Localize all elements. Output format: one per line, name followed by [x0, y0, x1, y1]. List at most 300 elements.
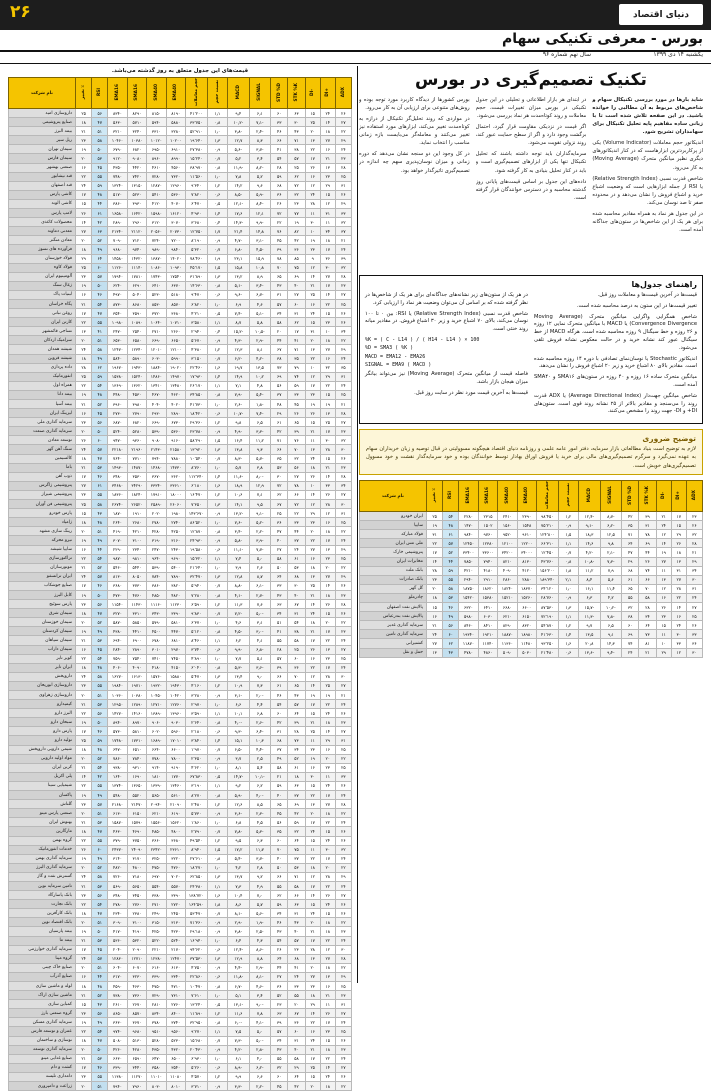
table-row[interactable] [9, 609, 352, 618]
cell-signal: -۶٫۴ [249, 727, 271, 736]
cell-signal: ۹٫۶ [249, 181, 271, 190]
table-row[interactable] [9, 1000, 352, 1009]
table-row[interactable] [9, 145, 352, 154]
col-header-name[interactable]: نام شرکت [9, 78, 76, 109]
cell-ema40: ۳۴۰۰۰ [517, 548, 536, 557]
table-row[interactable] [9, 1045, 352, 1054]
col-header-stoch_k[interactable] [288, 78, 305, 109]
table-row[interactable] [9, 827, 352, 836]
cell-stoch_k: ۴۲ [288, 809, 305, 818]
table-row[interactable] [360, 548, 703, 557]
table-row[interactable] [9, 409, 352, 418]
table-row[interactable] [9, 509, 352, 518]
cell-sma40: ۲۷۸۰ [147, 518, 166, 527]
cell-sma16: ۲۹۶۰ [127, 218, 146, 227]
cell-sma16: ۵۰۴۰ [127, 290, 146, 299]
col-header-di_minus[interactable] [656, 481, 671, 512]
table-row[interactable] [9, 400, 352, 409]
table-row[interactable] [9, 581, 352, 590]
table-row[interactable] [9, 1036, 352, 1045]
table-row[interactable] [9, 527, 352, 536]
cell-sma40: ۶۰۲۰ [147, 727, 166, 736]
col-header-volume[interactable] [536, 481, 558, 512]
cell-stoch_d: ۷۴ [622, 639, 639, 648]
cell-volume: ۲۴٬۹۳۰ [185, 536, 207, 545]
cell-ema16: ۱۹۶۷۰ [108, 363, 127, 372]
table-row[interactable] [9, 190, 352, 199]
col-header-stoch_d[interactable] [271, 78, 288, 109]
cell-chg: ۲۲ [76, 781, 92, 790]
col-header-ema40[interactable] [166, 78, 185, 109]
table-row[interactable] [9, 881, 352, 890]
cell-ema40: ۲۴۳۰ [166, 545, 185, 554]
cell-rsi: ۴۴ [92, 199, 108, 208]
table-row[interactable] [9, 727, 352, 736]
cell-adx: ۳۱ [335, 736, 351, 745]
col-header-vol_ratio[interactable] [558, 481, 578, 512]
table-row[interactable] [9, 245, 352, 254]
table-row[interactable] [9, 891, 352, 900]
table-row[interactable] [360, 566, 703, 575]
cell-stoch_d: ۵۹ [271, 900, 288, 909]
cell-ema40: ۲۷۶۰ [166, 1000, 185, 1009]
col-header-stoch_d[interactable] [622, 481, 639, 512]
table-row[interactable] [9, 1009, 352, 1018]
table-row[interactable] [9, 327, 352, 336]
table-row[interactable] [9, 299, 352, 308]
cell-di_plus: ۲۹ [671, 530, 686, 539]
table-row[interactable] [9, 290, 352, 299]
col-header-di_plus[interactable] [671, 481, 686, 512]
table-row[interactable] [9, 136, 352, 145]
table-row[interactable] [9, 418, 352, 427]
cell-ema40: ۵۴۰۰ [166, 563, 185, 572]
table-row[interactable] [9, 1027, 352, 1036]
guide-paragraph: اندیکاتور Stochastic یا نوسان‌نمای تصادفی با دوره ۱۴ روزه محاسبه شده است. مقادیر بالای ۸۰ اشباع خرید و زیر ۲۰ اشباع فروش را نشان می‌دهد. [534, 355, 698, 370]
table-row[interactable] [9, 627, 352, 636]
cell-name: محصولات کاغذی [9, 218, 76, 227]
cell-chg: ۲۰ [76, 918, 92, 927]
cell-macd: ۷٫۴ [228, 554, 250, 563]
cell-di_plus: ۲۸ [320, 500, 335, 509]
table-row[interactable] [360, 630, 703, 639]
cell-signal: ۴٫۰ [249, 1054, 271, 1063]
cell-sma16: ۵۳۲۰ [127, 936, 146, 945]
cell-adx: ۲۶ [686, 521, 702, 530]
cell-sma16: ۵۷۱۰ [127, 118, 146, 127]
dateline [0, 52, 711, 64]
col-header-sma40[interactable] [147, 78, 166, 109]
table-row[interactable] [9, 691, 352, 700]
cell-rsi: ۴۳ [92, 1000, 108, 1009]
table-row[interactable] [360, 557, 703, 566]
table-row[interactable] [9, 845, 352, 854]
cell-sma40: ۶۰۳۰ [147, 354, 166, 363]
cell-di_minus: ۱۳ [305, 445, 320, 454]
table-row[interactable] [9, 927, 352, 936]
cell-macd: -۴٫۰ [228, 718, 250, 727]
cell-stoch_d: ۲۸ [271, 163, 288, 172]
cell-di_minus: ۲۵ [305, 118, 320, 127]
table-row[interactable] [9, 718, 352, 727]
cell-vol_ratio: ۰٫۸ [207, 163, 227, 172]
cell-macd: ۸٫۴ [579, 575, 601, 584]
table-row[interactable] [9, 945, 352, 954]
table-row[interactable] [9, 872, 352, 881]
col-header-sma16[interactable] [478, 481, 497, 512]
table-row[interactable] [9, 963, 352, 972]
cell-signal: -۲٫۹ [249, 336, 271, 345]
cell-ema16: ۱۰۴۶۰ [108, 136, 127, 145]
cell-macd: -۷٫۴ [228, 309, 250, 318]
cell-vol_ratio: ۱٫۲ [558, 621, 578, 630]
table-row[interactable] [9, 818, 352, 827]
col-header-ema16[interactable] [108, 78, 127, 109]
cell-sma16: ۶۵۸۰ [127, 336, 146, 345]
cell-di_minus: ۱۵ [305, 836, 320, 845]
table-row[interactable] [9, 536, 352, 545]
cell-sma40: ۷۷۸۰ [147, 754, 166, 763]
col-header-volume[interactable] [185, 78, 207, 109]
cell-stoch_k: ۲۹ [288, 1063, 305, 1072]
table-row[interactable] [9, 272, 352, 281]
table-row[interactable] [9, 345, 352, 354]
table-row[interactable] [9, 163, 352, 172]
cell-signal: ۵٫۸ [249, 318, 271, 327]
col-header-label: ٪ تغییر [81, 84, 87, 100]
table-row[interactable] [9, 109, 352, 118]
table-row[interactable] [9, 199, 352, 208]
table-row[interactable] [9, 209, 352, 218]
table-row[interactable] [9, 354, 352, 363]
cell-signal: -۲٫۷ [249, 590, 271, 599]
cell-di_minus: ۱۱ [656, 630, 671, 639]
cell-volume: ۲۲٬۴۶۰ [185, 363, 207, 372]
cell-di_plus: ۱۵ [320, 827, 335, 836]
cell-rsi: ۵۵ [92, 1072, 108, 1081]
cell-sma16: ۹۸۱۰ [127, 554, 146, 563]
table-row[interactable] [360, 603, 703, 612]
cell-sma40: ۳۷۸۰ [147, 1018, 166, 1027]
table-row[interactable] [9, 281, 352, 290]
cell-adx: ۲۶ [335, 318, 351, 327]
col-header-ema40[interactable] [517, 481, 536, 512]
table-row[interactable] [9, 654, 352, 663]
table-row[interactable] [9, 918, 352, 927]
table-row[interactable] [9, 181, 352, 190]
col-header-ema16[interactable] [459, 481, 478, 512]
table-row[interactable] [9, 554, 352, 563]
cell-stoch_d: ۳۲ [271, 1063, 288, 1072]
cell-vol_ratio: ۰٫۶ [207, 409, 227, 418]
cell-volume: ۲۷٬۳۸۰ [185, 145, 207, 154]
cell-macd: -۱۴٫۳ [228, 218, 250, 227]
cell-sma16: ۱۳۱۵۰ [127, 181, 146, 190]
cell-rsi: ۵۵ [92, 172, 108, 181]
table-row[interactable] [9, 809, 352, 818]
cell-stoch_d: ۶۵ [271, 800, 288, 809]
table-row[interactable] [9, 754, 352, 763]
col-header-rsi[interactable] [443, 481, 459, 512]
cell-adx: ۳۴ [686, 566, 702, 575]
table-row[interactable] [9, 1072, 352, 1081]
col-header-macd[interactable] [228, 78, 250, 109]
table-row[interactable] [9, 800, 352, 809]
col-header-sma16[interactable] [127, 78, 146, 109]
cell-ema40: ۵۸۸۰ [166, 118, 185, 127]
cell-ema40: ۱۰۷۱۰ [166, 318, 185, 327]
table-row[interactable] [9, 481, 352, 490]
cell-di_minus: ۲۲ [305, 791, 320, 800]
table-row[interactable] [9, 1018, 352, 1027]
table-row[interactable] [9, 500, 352, 509]
cell-sma16: ۲۶۵۲۰ [127, 500, 146, 509]
col-header-name[interactable]: نام شرکت [360, 481, 427, 512]
table-row[interactable] [9, 763, 352, 772]
cell-sma40: ۴۰۴۰ [147, 400, 166, 409]
cell-signal: ۸٫۸ [249, 954, 271, 963]
cell-vol_ratio: ۱٫۲ [207, 836, 227, 845]
table-row[interactable] [360, 621, 703, 630]
cell-signal: ۱۰٫۸ [249, 263, 271, 272]
table-row[interactable] [9, 745, 352, 754]
table-row[interactable] [9, 363, 352, 372]
cell-name: داروسازی ابوریحان [9, 681, 76, 690]
cell-adx: ۲۶ [335, 1072, 351, 1081]
cell-ema40: ۹۱۶۰ [166, 436, 185, 445]
table-row[interactable] [9, 372, 352, 381]
table-row[interactable] [9, 709, 352, 718]
table-row[interactable] [9, 318, 352, 327]
article-text-column-1 [592, 96, 703, 271]
table-row[interactable] [360, 593, 703, 602]
table-row[interactable] [9, 518, 352, 527]
cell-di_minus: ۲۳ [305, 390, 320, 399]
table-row[interactable] [360, 612, 703, 621]
cell-macd: -۳٫۱ [228, 691, 250, 700]
cell-sma16: ۱۴۸۷۰ [127, 463, 146, 472]
table-row[interactable] [9, 572, 352, 581]
cell-name: صنایع جوشکاب [9, 581, 76, 590]
big-market-table [8, 77, 352, 1091]
table-row[interactable] [9, 236, 352, 245]
table-row[interactable] [360, 512, 703, 521]
cell-ema40: ۸۱۹۰ [166, 109, 185, 118]
table-row[interactable] [360, 648, 703, 657]
cell-signal: ۵٫۰ [249, 554, 271, 563]
table-row[interactable] [360, 575, 703, 584]
col-header-vol_ratio[interactable] [207, 78, 227, 109]
cell-stoch_k: ۷۳ [288, 736, 305, 745]
table-row[interactable] [9, 672, 352, 681]
table-row[interactable] [9, 854, 352, 863]
table-row[interactable] [9, 427, 352, 436]
cell-sma16: ۸۹۷۰ [127, 718, 146, 727]
table-row[interactable] [9, 700, 352, 709]
cell-di_plus: ۱۷ [320, 1018, 335, 1027]
cell-rsi: ۵۲ [443, 548, 459, 557]
table-row[interactable] [9, 1082, 352, 1091]
table-row[interactable] [9, 781, 352, 790]
table-row[interactable] [9, 118, 352, 127]
cell-sma40: ۴۶۷۰ [147, 390, 166, 399]
table-row[interactable] [9, 681, 352, 690]
cell-ema16: ۶۴۷۰ [108, 745, 127, 754]
cell-rsi: ۴۴ [443, 557, 459, 566]
cell-ema40: ۶۷۳۰ [166, 418, 185, 427]
table-row[interactable] [9, 600, 352, 609]
cell-name: سرمایه گذاری ملی [9, 418, 76, 427]
cell-volume: ۴٬۱۶۰ [185, 681, 207, 690]
cell-signal: ۴٫۵ [249, 818, 271, 827]
table-row[interactable] [9, 991, 352, 1000]
cell-signal: -۱۰٫۲ [600, 603, 622, 612]
table-row[interactable] [9, 590, 352, 599]
col-header-di_minus[interactable] [305, 78, 320, 109]
table-row[interactable] [9, 836, 352, 845]
cell-volume: ۶٬۰۴۰ [185, 663, 207, 672]
cell-di_minus: ۱۹ [305, 754, 320, 763]
cell-volume: ۵۲٬۹۱۰ [185, 127, 207, 136]
cell-stoch_d: ۲۹ [622, 557, 639, 566]
table-row[interactable] [9, 445, 352, 454]
cell-stoch_k: ۴۳ [288, 691, 305, 700]
table-row[interactable] [9, 772, 352, 781]
cell-signal: ۴٫۱ [249, 636, 271, 645]
table-row[interactable] [360, 539, 703, 548]
table-row[interactable] [9, 791, 352, 800]
table-row[interactable] [9, 263, 352, 272]
col-header-di_plus[interactable] [320, 78, 335, 109]
col-header-chg[interactable] [76, 78, 92, 109]
cell-sma40: ۱۳۸۷۰ [147, 254, 166, 263]
table-row[interactable] [9, 227, 352, 236]
cell-signal: -۴٫۶ [249, 982, 271, 991]
table-row[interactable] [9, 645, 352, 654]
table-row[interactable] [9, 909, 352, 918]
cell-vol_ratio: ۰٫۸ [207, 854, 227, 863]
cell-di_minus: ۱۷ [305, 818, 320, 827]
article-body [357, 96, 705, 271]
cell-di_plus: ۱۱ [320, 1000, 335, 1009]
table-row[interactable] [9, 218, 352, 227]
cell-vol_ratio: ۰٫۶ [207, 727, 227, 736]
table-row[interactable] [9, 390, 352, 399]
table-row[interactable] [9, 563, 352, 572]
cell-chg: ۲۱ [76, 1054, 92, 1063]
table-row[interactable] [9, 618, 352, 627]
table-row[interactable] [360, 639, 703, 648]
table-row[interactable] [9, 490, 352, 499]
cell-stoch_d: ۶۱ [622, 575, 639, 584]
cell-sma16: ۶۹۰۰ [127, 636, 146, 645]
table-row[interactable] [9, 936, 352, 945]
formula-stoch-k: %K = ( C - L14 ) / ( H14 - L14 ) × 100 [365, 336, 480, 343]
table-row[interactable] [360, 521, 703, 530]
table-row[interactable] [9, 863, 352, 872]
cell-stoch_d: ۷۰ [271, 263, 288, 272]
table-row[interactable] [9, 545, 352, 554]
table-row[interactable] [9, 972, 352, 981]
cell-stoch_d: ۵۵ [271, 636, 288, 645]
guide-heading: قیمت‌ها در آخرین قیمت‌ها و معاملات روز قبل. [597, 292, 697, 298]
table-row[interactable] [9, 954, 352, 963]
cell-vol_ratio: ۰٫۷ [207, 1036, 227, 1045]
cell-ema40: ۴۵۶۰ [166, 163, 185, 172]
table-row[interactable] [9, 454, 352, 463]
cell-ema16: ۳۰۹۰ [108, 918, 127, 927]
table-row[interactable] [9, 736, 352, 745]
cell-di_minus: ۱۳ [305, 136, 320, 145]
cell-di_plus: ۲۲ [320, 818, 335, 827]
col-header-stoch_k[interactable] [639, 481, 656, 512]
cell-stoch_d: ۷۰ [271, 845, 288, 854]
col-header-sma40[interactable] [498, 481, 517, 512]
col-header-signal[interactable] [600, 481, 622, 512]
table-row[interactable] [9, 309, 352, 318]
table-row[interactable] [9, 900, 352, 909]
cell-volume: ۳٬۱۵۰ [185, 354, 207, 363]
col-header-signal[interactable] [249, 78, 271, 109]
cell-name: شیشه قزوین [9, 354, 76, 363]
table-row[interactable] [9, 472, 352, 481]
table-row[interactable] [9, 254, 352, 263]
cell-chg: ۱۸ [76, 118, 92, 127]
table-row[interactable] [9, 1063, 352, 1072]
cell-volume: ۸٬۲۷۰ [185, 791, 207, 800]
table-row[interactable] [9, 663, 352, 672]
table-row[interactable] [360, 530, 703, 539]
col-header-macd[interactable] [579, 481, 601, 512]
table-row[interactable] [9, 636, 352, 645]
cell-adx: ۲۴ [335, 245, 351, 254]
cell-di_plus: ۲۸ [320, 672, 335, 681]
cell-ema40: ۱۳۹۶۰ [166, 709, 185, 718]
cell-di_minus: ۲۰ [305, 1082, 320, 1091]
table-row[interactable] [360, 584, 703, 593]
col-header-chg[interactable] [427, 481, 443, 512]
cell-volume: ۲٬۳۵۰ [185, 754, 207, 763]
cell-signal: -۸٫۱ [249, 972, 271, 981]
table-row[interactable] [9, 463, 352, 472]
cell-macd: ۱۴٫۲ [228, 181, 250, 190]
cell-ema16: ۶۰۴۰ [108, 963, 127, 972]
col-header-adx[interactable] [686, 481, 702, 512]
table-row[interactable] [9, 127, 352, 136]
table-row[interactable] [9, 381, 352, 390]
table-row[interactable] [9, 1054, 352, 1063]
cell-sma40: ۱۸۱۰ [147, 772, 166, 781]
cell-stoch_k: ۵۶ [288, 463, 305, 472]
cell-chg: ۱۸ [76, 354, 92, 363]
col-header-rsi[interactable] [92, 78, 108, 109]
table-row[interactable] [9, 336, 352, 345]
cell-stoch_d: ۲۴ [622, 648, 639, 657]
col-header-adx[interactable] [335, 78, 351, 109]
cell-macd: ۱۵٫۸ [228, 263, 250, 272]
cell-ema16: ۵۳۶۰ [108, 936, 127, 945]
cell-rsi: ۴۹ [92, 854, 108, 863]
cell-macd: -۸٫۱ [228, 909, 250, 918]
cell-sma40: ۸۹۶۰ [147, 154, 166, 163]
table-row[interactable] [9, 154, 352, 163]
cell-ema40: ۸۹۹۰ [166, 154, 185, 163]
cell-sma40: ۸۲۱۰ [498, 557, 517, 566]
table-row[interactable] [9, 436, 352, 445]
table-row[interactable] [9, 172, 352, 181]
cell-di_minus: ۱۰ [656, 639, 671, 648]
cell-di_minus: ۲۲ [305, 663, 320, 672]
